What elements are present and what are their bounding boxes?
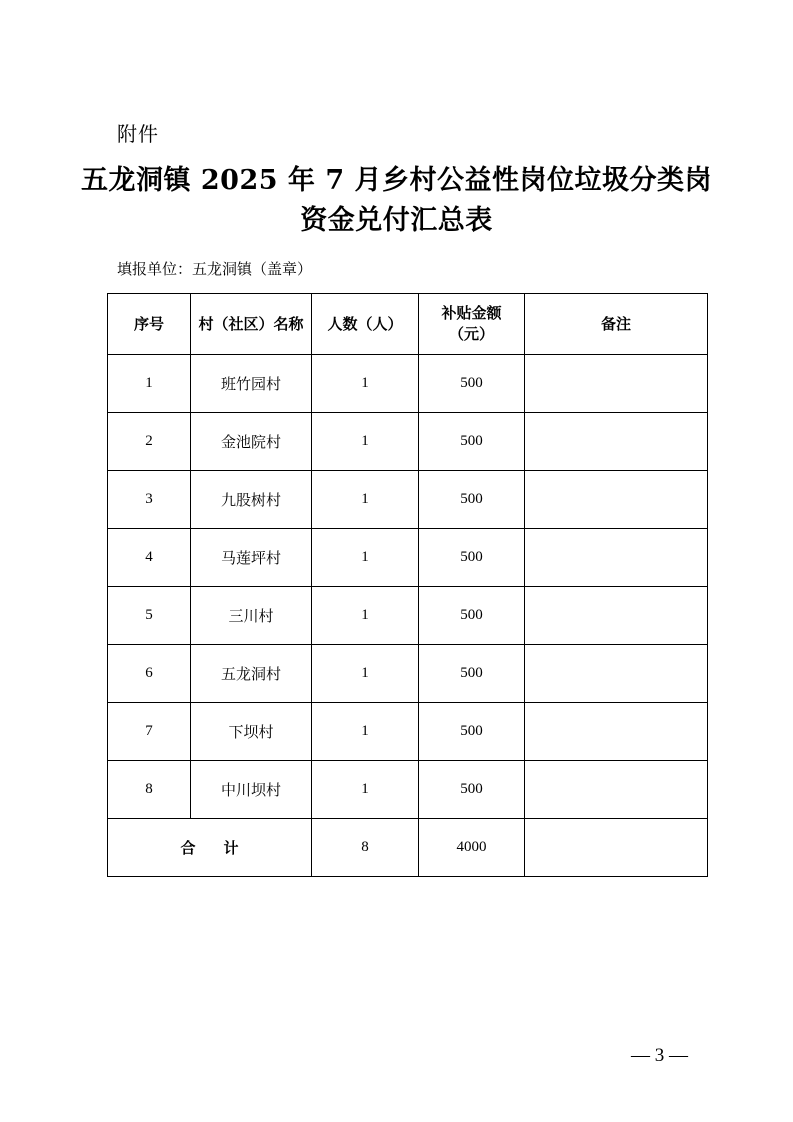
cell-index: 6 [108,645,191,703]
cell-village: 马莲坪村 [191,529,312,587]
table-row [108,355,708,413]
cell-remarks [525,471,708,529]
cell-village: 九股树村 [191,471,312,529]
total-row [108,819,708,877]
cell-remarks [525,413,708,471]
cell-amount: 500 [419,355,525,413]
cell-amount: 500 [419,587,525,645]
cell-village: 三川村 [191,587,312,645]
header-people: 人数（人） [312,294,419,355]
cell-village: 下坝村 [191,703,312,761]
cell-index: 8 [108,761,191,819]
header-subsidy-line-2: （元） [448,325,494,343]
total-people: 8 [312,819,419,877]
table-row [108,587,708,645]
header-subsidy-line-1: 补贴金额 [441,304,502,322]
cell-remarks [525,587,708,645]
cell-amount: 500 [419,529,525,587]
cell-people: 1 [312,645,419,703]
summary-table [107,293,708,877]
cell-remarks [525,761,708,819]
cell-people: 1 [312,703,419,761]
cell-index: 4 [108,529,191,587]
cell-people: 1 [312,529,419,587]
cell-index: 5 [108,587,191,645]
cell-people: 1 [312,413,419,471]
total-label: 合计 [108,819,312,877]
table-row [108,703,708,761]
cell-index: 2 [108,413,191,471]
document-title-line-2: 资金兑付汇总表 [300,205,493,236]
cell-amount: 500 [419,761,525,819]
table-row [108,761,708,819]
cell-village: 五龙洞村 [191,645,312,703]
document-title-line-1: 五龙洞镇 2025 年 7 月乡村公益性岗位垃圾分类岗 [80,165,713,196]
table-row [108,529,708,587]
header-index: 序号 [108,294,191,355]
cell-amount: 500 [419,471,525,529]
cell-amount: 500 [419,413,525,471]
cell-village: 班竹园村 [191,355,312,413]
cell-amount: 500 [419,645,525,703]
cell-remarks [525,529,708,587]
cell-index: 7 [108,703,191,761]
cell-index: 3 [108,471,191,529]
cell-village: 中川坝村 [191,761,312,819]
cell-village: 金池院村 [191,413,312,471]
table-row [108,471,708,529]
cell-index: 1 [108,355,191,413]
table-row [108,645,708,703]
cell-remarks [525,355,708,413]
cell-people: 1 [312,355,419,413]
cell-people: 1 [312,587,419,645]
attachment-label: 附件 [117,122,159,146]
cell-amount: 500 [419,703,525,761]
cell-remarks [525,645,708,703]
total-amount: 4000 [419,819,525,877]
table-row [108,413,708,471]
cell-people: 1 [312,761,419,819]
header-remarks: 备注 [525,294,708,355]
total-remarks [525,819,708,877]
header-subsidy [419,294,525,355]
page-number: — 3 — [631,1045,688,1066]
cell-remarks [525,703,708,761]
header-village: 村（社区）名称 [191,294,312,355]
table-header-row [108,294,708,355]
filler-unit: 填报单位：五龙洞镇（盖章） [117,260,313,278]
cell-people: 1 [312,471,419,529]
